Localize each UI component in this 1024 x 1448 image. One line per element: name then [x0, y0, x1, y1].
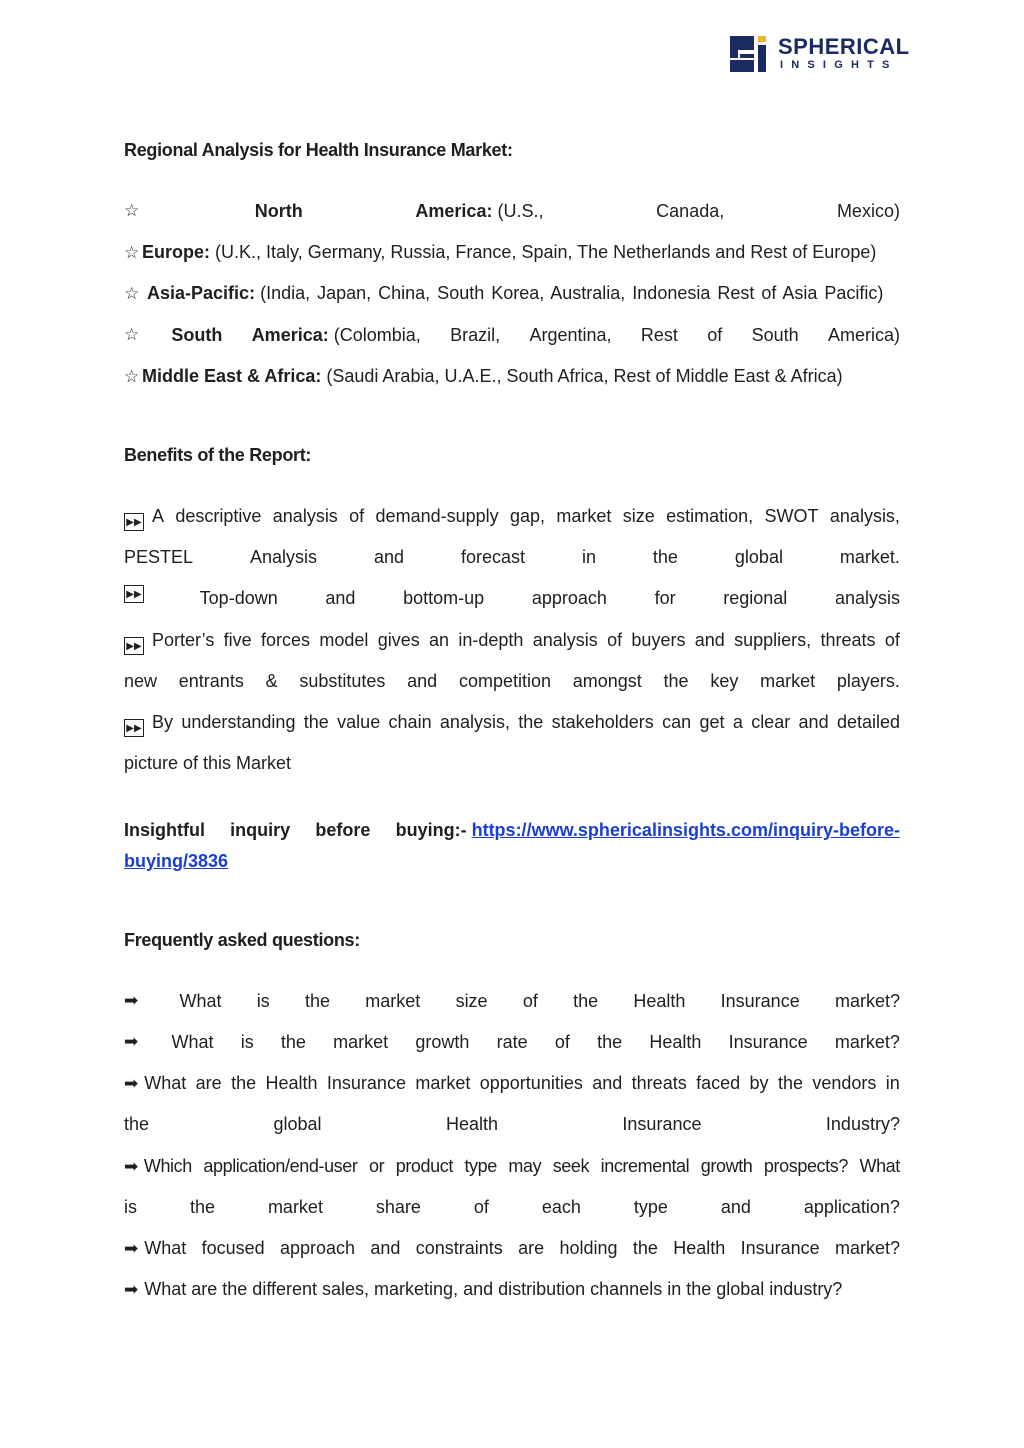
fast-forward-icon: ▶▶	[124, 585, 144, 603]
spherical-insights-logo-mark	[730, 36, 770, 72]
region-label-part2: America:	[251, 325, 329, 345]
region-value: (U.K., Italy, Germany, Russia, France, Spain, The Netherlands and Rest of Europe)	[215, 242, 877, 262]
logo-subtitle: INSIGHTS	[780, 59, 898, 71]
inquiry-line: Insightful inquiry before buying:- https://www.sphericalinsights.com/inquiry-before-	[124, 820, 900, 840]
benefits-heading: Benefits of the Report:	[124, 445, 312, 465]
arrow-right-icon: ➡	[124, 1280, 139, 1299]
inquiry-line-2	[124, 848, 900, 874]
region-value-word: Canada,	[656, 201, 725, 221]
arrow-right-icon: ➡	[124, 1157, 138, 1176]
benefit-item-3-line1: ▶▶ Porter’s five forces model gives an in-depth analysis of buyers and suppliers, threats of	[124, 627, 900, 653]
arrow-right-icon: ➡	[124, 1239, 139, 1258]
arrow-right-icon: ➡	[124, 1074, 139, 1093]
faq-item-6-text: What are the different sales, marketing, and distribution channels in the global industry?	[144, 1279, 843, 1299]
region-value-word: Mexico)	[836, 201, 900, 221]
faq-item-2: ➡ What is the market growth rate of the Health Insurance market?	[124, 1029, 900, 1055]
faq-item-4-line1: ➡ Which application/end-user or product type may seek incremental growth prospects? What	[124, 1153, 900, 1179]
star-icon: ☆	[124, 284, 140, 303]
regional-heading: Regional Analysis for Health Insurance Market:	[124, 140, 513, 160]
arrow-right-icon: ➡	[124, 991, 139, 1010]
fast-forward-icon: ▶▶	[124, 513, 144, 531]
fast-forward-icon: ▶▶	[124, 637, 144, 655]
region-label: Asia-Pacific:	[147, 283, 256, 303]
benefit-item-4-line2: picture of this Market	[124, 753, 292, 773]
star-icon: ☆	[124, 325, 140, 344]
region-item-europe	[124, 239, 900, 265]
company-logo	[730, 34, 910, 74]
inquiry-link-part2[interactable]: buying/3836	[124, 851, 229, 871]
faq-item-3-line1: ➡ What are the Health Insurance market opportunities and threats faced by the vendors in	[124, 1070, 900, 1096]
inquiry-link-part1[interactable]: https://www.sphericalinsights.com/inquiry-before-	[471, 820, 900, 840]
benefit-item-3-line2: new entrants & substitutes and competition amongst the key market players.	[124, 671, 900, 691]
faq-item-4-line2: is the market share of each type and application?	[124, 1197, 900, 1217]
faq-item-5: ➡ What focused approach and constraints are holding the Health Insurance market?	[124, 1235, 900, 1261]
faq-item-6	[124, 1276, 900, 1302]
region-item-north-america	[124, 198, 900, 224]
faq-item-1: ➡ What is the market size of the Health Insurance market?	[124, 988, 900, 1014]
star-icon: ☆	[124, 201, 140, 220]
region-label: Middle East & Africa:	[142, 366, 322, 386]
star-icon: ☆	[124, 367, 140, 386]
region-item-south-america: ☆ South America: (Colombia, Brazil, Argentina, Rest of South America)	[124, 322, 900, 348]
region-value: (India, Japan, China, South Korea, Australia, Indonesia Rest of Asia Pacific)	[260, 283, 884, 303]
benefit-item-4-line1: ▶▶ By understanding the value chain analysis, the stakeholders can get a clear and detailed	[124, 709, 900, 735]
region-label-north-america: America: (U.S.,	[415, 201, 544, 221]
fast-forward-icon: ▶▶	[124, 719, 144, 737]
region-label: Europe:	[142, 242, 211, 262]
faq-item-3-line2: the global Health Insurance Industry?	[124, 1114, 900, 1134]
region-label-part1: North	[254, 201, 303, 221]
star-icon: ☆	[124, 243, 140, 262]
benefit-item-2: ▶▶ Top-down and bottom-up approach for regional analysis	[124, 585, 900, 611]
region-label-part1: South	[171, 325, 223, 345]
region-item-middle-east-africa	[124, 363, 900, 389]
faq-heading: Frequently asked questions:	[124, 930, 360, 950]
region-item-asia-pacific	[124, 280, 900, 306]
benefit-item-1-line1: ▶▶ A descriptive analysis of demand-supply gap, market size estimation, SWOT analysis,	[124, 503, 900, 529]
arrow-right-icon: ➡	[124, 1032, 139, 1051]
region-value: (Saudi Arabia, U.A.E., South Africa, Rest of Middle East & Africa)	[326, 366, 843, 386]
logo-brand: SPHERICAL	[778, 34, 910, 59]
region-label-part2: America:	[415, 201, 493, 221]
benefit-item-1-line2: PESTEL Analysis and forecast in the global market.	[124, 547, 900, 567]
